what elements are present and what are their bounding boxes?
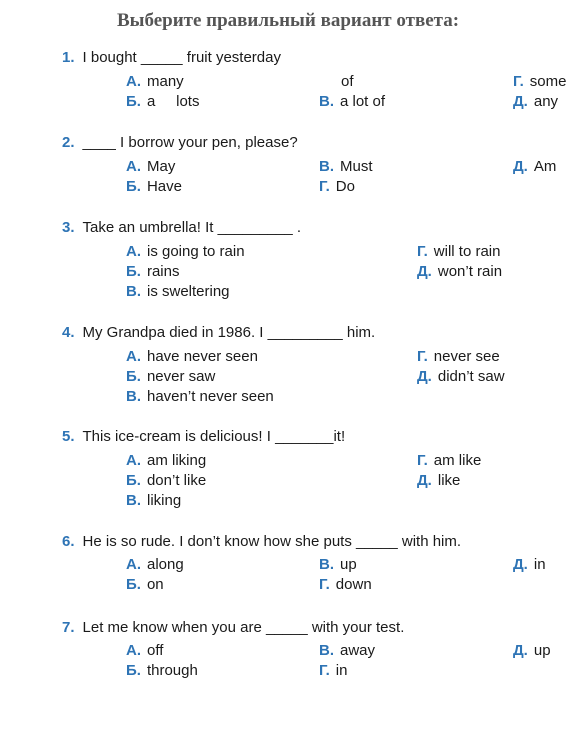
question-stem — [62, 324, 375, 341]
question-number: 7. — [62, 619, 75, 636]
option-text: am liking — [147, 452, 207, 469]
option-letter: В. — [319, 93, 334, 110]
option-text: is going to rain — [147, 243, 245, 260]
option-a[interactable] — [126, 642, 163, 659]
option-text: May — [147, 158, 176, 175]
question-text: Let me know when you are _____ with your test. — [82, 619, 405, 636]
option-letter: Г. — [417, 348, 428, 365]
option-g[interactable] — [513, 73, 566, 90]
option-letter: Д. — [513, 93, 528, 110]
option-letter: Д. — [513, 158, 528, 175]
option-letter: Б. — [126, 263, 141, 280]
question-stem — [62, 533, 461, 550]
option-a[interactable] — [126, 158, 175, 175]
option-text: many — [147, 73, 184, 90]
option-letter: В. — [126, 283, 141, 300]
option-v[interactable] — [319, 93, 385, 110]
option-letter: В. — [126, 492, 141, 509]
question-number: 1. — [62, 49, 75, 66]
option-letter: Д. — [513, 642, 528, 659]
option-text: up — [340, 556, 357, 573]
question-text: ____ I borrow your pen, please? — [82, 134, 298, 151]
option-text: through — [146, 662, 198, 679]
option-letter: Д. — [417, 368, 432, 385]
question-stem — [62, 619, 404, 636]
option-letter: Д. — [513, 556, 528, 573]
option-g[interactable] — [319, 576, 372, 593]
question-stem — [62, 428, 345, 445]
option-v[interactable] — [126, 492, 181, 509]
question-number: 2. — [62, 134, 75, 151]
option-b[interactable] — [126, 93, 199, 110]
option-text: on — [146, 576, 164, 593]
option-text: have never seen — [147, 348, 258, 365]
option-text: rains — [146, 263, 180, 280]
option-continuation — [341, 73, 354, 90]
option-letter: А. — [126, 73, 141, 90]
option-letter: Г. — [319, 178, 330, 195]
option-g[interactable] — [319, 178, 355, 195]
option-text: off — [147, 642, 164, 659]
option-text: any — [533, 93, 559, 110]
question-text: My Grandpa died in 1986. I _________ him. — [82, 324, 376, 341]
question-stem — [62, 49, 281, 66]
question-stem — [62, 219, 301, 236]
option-text: up — [533, 642, 551, 659]
option-b[interactable] — [126, 368, 215, 385]
option-text: away — [340, 642, 376, 659]
question-text: This ice-cream is delicious! I _______it! — [82, 428, 346, 445]
option-text: am like — [433, 452, 482, 469]
question-text: He is so rude. I don’t know how she puts _____ with him. — [82, 533, 462, 550]
option-text: didn’t saw — [437, 368, 505, 385]
option-text: Have — [146, 178, 182, 195]
option-g[interactable] — [417, 452, 481, 469]
option-a[interactable] — [126, 348, 258, 365]
option-letter: А. — [126, 348, 141, 365]
option-letter: В. — [319, 556, 334, 573]
option-text: haven’t never seen — [147, 388, 274, 405]
option-text: a lots — [146, 93, 200, 110]
option-b[interactable] — [126, 472, 206, 489]
option-letter: Б. — [126, 662, 141, 679]
option-text: like — [437, 472, 461, 489]
option-v[interactable] — [319, 158, 373, 175]
option-text: won’t rain — [437, 263, 503, 280]
option-text: is sweltering — [147, 283, 230, 300]
option-letter: Б. — [126, 368, 141, 385]
question-stem — [62, 134, 298, 151]
option-b[interactable] — [126, 576, 164, 593]
option-letter: А. — [126, 556, 141, 573]
option-letter: Г. — [319, 662, 330, 679]
option-text: down — [335, 576, 372, 593]
question-number: 5. — [62, 428, 75, 445]
option-letter: В. — [319, 158, 334, 175]
option-a[interactable] — [126, 73, 184, 90]
option-letter: В. — [319, 642, 334, 659]
question-text: Take an umbrella! It _________ . — [82, 219, 301, 236]
option-a[interactable] — [126, 452, 206, 469]
question-number: 6. — [62, 533, 75, 550]
question-number: 3. — [62, 219, 75, 236]
option-d[interactable] — [513, 642, 551, 659]
option-g[interactable] — [319, 662, 347, 679]
option-a[interactable] — [126, 243, 245, 260]
option-d[interactable] — [417, 263, 502, 280]
option-v[interactable] — [126, 388, 274, 405]
option-text: never saw — [146, 368, 216, 385]
option-letter: Д. — [417, 472, 432, 489]
option-letter: А. — [126, 642, 141, 659]
option-g[interactable] — [417, 243, 500, 260]
option-b[interactable] — [126, 178, 182, 195]
question-text: I bought _____ fruit yesterday — [82, 49, 281, 66]
option-letter: Б. — [126, 472, 141, 489]
option-text: Must — [340, 158, 373, 175]
option-text: liking — [147, 492, 182, 509]
option-d[interactable] — [513, 93, 558, 110]
option-text: Am — [533, 158, 557, 175]
option-text: Do — [335, 178, 355, 195]
page-title: Выберите правильный вариант ответа: — [116, 10, 460, 31]
option-letter: Г. — [513, 73, 524, 90]
option-d[interactable] — [513, 158, 556, 175]
option-text: don’t like — [146, 472, 207, 489]
option-a[interactable] — [126, 556, 184, 573]
option-text: along — [147, 556, 184, 573]
option-text: will to rain — [433, 243, 501, 260]
option-text: some — [529, 73, 567, 90]
option-text: in — [533, 556, 546, 573]
option-d[interactable] — [417, 368, 505, 385]
option-v[interactable] — [319, 556, 357, 573]
option-letter: А. — [126, 452, 141, 469]
option-g[interactable] — [417, 348, 500, 365]
option-text: never see — [433, 348, 500, 365]
option-d[interactable] — [513, 556, 546, 573]
option-b[interactable] — [126, 263, 179, 280]
option-v[interactable] — [319, 642, 375, 659]
option-text: of — [341, 73, 354, 90]
option-letter: Д. — [417, 263, 432, 280]
option-letter: А. — [126, 158, 141, 175]
option-b[interactable] — [126, 662, 198, 679]
option-letter: Б. — [126, 178, 141, 195]
option-v[interactable] — [126, 283, 230, 300]
option-letter: Г. — [417, 452, 428, 469]
option-text: a lot of — [340, 93, 386, 110]
option-letter: А. — [126, 243, 141, 260]
option-letter: Б. — [126, 93, 141, 110]
option-letter: В. — [126, 388, 141, 405]
option-text: in — [335, 662, 348, 679]
option-letter: Г. — [319, 576, 330, 593]
option-d[interactable] — [417, 472, 460, 489]
option-letter: Г. — [417, 243, 428, 260]
question-number: 4. — [62, 324, 75, 341]
option-letter: Б. — [126, 576, 141, 593]
